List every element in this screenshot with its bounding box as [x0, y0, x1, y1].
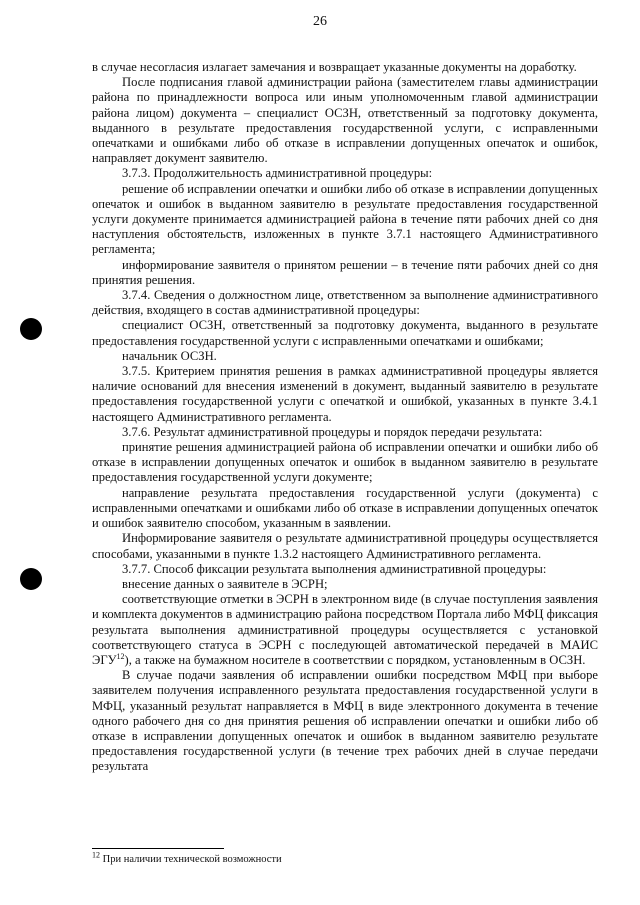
paragraph: В случае подачи заявления об исправлении ошибки посредством МФЦ при выборе заявителем получения исправленного результата предоставления государственной услуги в МФЦ, указанный результат направляется в МФЦ в виде электронного документа в течение одного рабочего дня со дня принятия решения об исправлении опечатки и ошибки либо об отказе в исправлении допущенных опечаток и ошибок в выданном заявителю результате предоставления государственной услуги (в течение трех рабочих дней в случае передачи результата — [92, 668, 598, 774]
paragraph-text: соответствующие отметки в ЭСРН в электронном виде (в случае поступления заявления и комплекта документов в администрацию района посредством Портала либо МФЦ фиксация результата выполнения административной процедуры осуществляется с установкой соответствующего статуса в ЭСРН с последующей автоматической передачей в МАИС ЭГУ — [92, 592, 598, 667]
paragraph: информирование заявителя о принятом решении – в течение пяти рабочих дней со дня принятия решения. — [92, 257, 598, 287]
paragraph: 3.7.6. Результат административной процедуры и порядок передачи результата: — [122, 424, 543, 439]
paragraph: 3.7.7. Способ фиксации результата выполнения административной процедуры: — [122, 561, 547, 576]
paragraph: 3.7.3. Продолжительность административной процедуры: — [122, 166, 433, 181]
footnote-text: При наличии технической возможности — [100, 854, 282, 865]
page-number: 26 — [313, 14, 327, 29]
paragraph: в случае несогласия излагает замечания и возвращает указанные документы на доработку. — [92, 60, 577, 74]
paragraph: начальник ОСЗН. — [122, 348, 217, 363]
paragraph: принятие решения администрацией района об исправлении опечатки и ошибки либо об отказе в исправлении допущенных опечаток и ошибок в выданном заявителю в результате предоставления государственной услуги документе; — [92, 440, 598, 485]
footnote — [92, 850, 282, 866]
paragraph: направление результата предоставления государственной услуги (документа) с исправленными опечатками и ошибками либо об отказе в исправлении допущенных опечаток и ошибок заявителю способом, указанным в заявлении. — [92, 485, 598, 531]
footnote-marker: 12 — [92, 850, 100, 860]
punch-hole-icon — [20, 318, 42, 340]
paragraph-with-footnote — [92, 592, 598, 668]
footnote-reference[interactable]: 12 — [116, 651, 125, 661]
paragraph: внесение данных о заявителе в ЭСРН; — [122, 576, 328, 591]
paragraph: решение об исправлении опечатки и ошибки либо об отказе в исправлении допущенных опечаток и ошибок в выданном заявителю в результате предоставления государственной услуги документе принимается администрацией района в течение пяти рабочих дней со дня наступления обстоятельств, изложенных в пункте 3.7.1 настоящего Административного регламента; — [92, 181, 598, 257]
paragraph: 3.7.4. Сведения о должностном лице, ответственном за выполнение административного действия, входящего в состав административной процедуры: — [92, 288, 598, 318]
paragraph: специалист ОСЗН, ответственный за подготовку документа, выданного в результате предоставления государственной услуги с исправленными опечатками и ошибками; — [92, 318, 598, 348]
footnote-divider — [92, 848, 224, 849]
punch-hole-icon — [20, 568, 42, 590]
paragraph: После подписания главой администрации района (заместителем главы администрации района по принадлежности вопроса или иным уполномоченным главой администрации района лицом) документа – специалист ОСЗН, ответственный за подготовку документа, выданного в результате предоставления государственной услуги, с исправленными опечатками и ошибками либо об отказе в исправлении допущенных опечаток и ошибок, направляет документ заявителю. — [92, 75, 598, 166]
document-body — [92, 60, 598, 775]
paragraph: Информирование заявителя о результате административной процедуры осуществляется способами, указанными в пункте 1.3.2 настоящего Административного регламента. — [92, 531, 598, 561]
paragraph-text: ), а также на бумажном носителе в соответствии с порядком, установленным в ОСЗН. — [124, 652, 586, 667]
paragraph: 3.7.5. Критерием принятия решения в рамках административной процедуры является наличие оснований для внесения изменений в документ, выданный заявителю в результате предоставления государственной услуги с опечаткой и ошибкой, указанных в пункте 3.4.1 настоящего Административного регламента. — [92, 364, 598, 424]
